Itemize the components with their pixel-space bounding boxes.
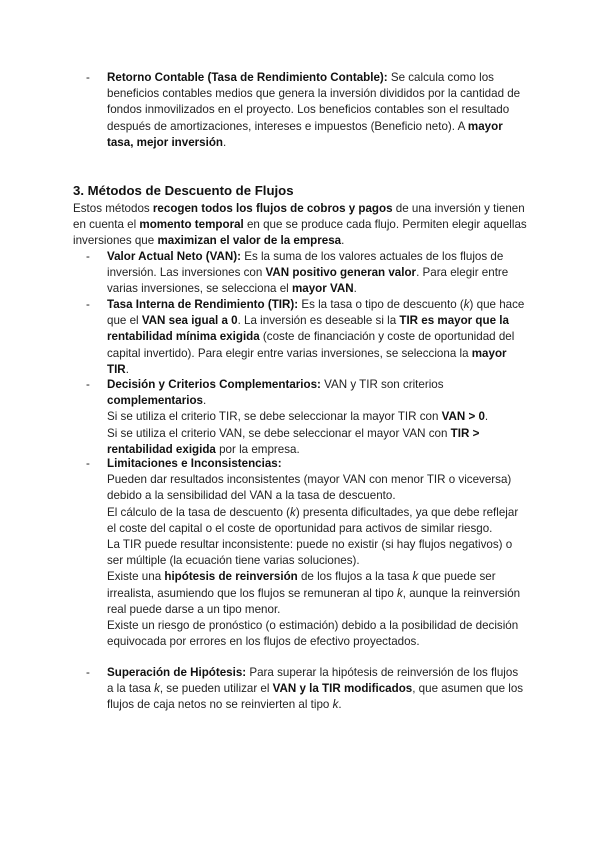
text: , se pueden utilizar el — [159, 682, 273, 696]
text: por la empresa. — [215, 442, 300, 456]
text: Si se utiliza el criterio VAN, se debe seleccionar el mayor VAN con — [107, 426, 451, 440]
italic-text: k — [154, 682, 160, 696]
bold-text: VAN positivo generan valor — [265, 266, 417, 280]
paragraph: Existe un riesgo de pronóstico (o estimación) debido a la posibilidad de decisión equivocada por errores en los flujos de efectivo proyectados. — [107, 619, 519, 649]
bold-text: TIR > rentabilidad exigida — [107, 426, 480, 456]
text: que puede ser irrealista, asumiendo que los flujos se remuneran al tipo — [107, 570, 496, 600]
bold-text: VAN y la TIR modificados — [272, 682, 413, 696]
italic-text: k — [290, 505, 296, 519]
text: Para superar la hipótesis de reinversión de los flujos a la tasa — [107, 666, 519, 696]
paragraph: La TIR puede resultar inconsistente: puede no existir (si hay flujos negativos) o ser múltiple (la ecuación tiene varias soluciones). — [107, 538, 513, 568]
bold-text: mayor VAN — [291, 282, 354, 296]
term-decision: Decisión y Criterios Complementarios: — [107, 378, 321, 391]
term-limitaciones: Limitaciones e Inconsistencias: — [107, 457, 282, 470]
bold-text: complementarios — [107, 394, 203, 408]
bullet-dash: - — [86, 298, 90, 311]
section-intro — [73, 201, 528, 250]
text: . — [203, 394, 207, 408]
term-van: Valor Actual Neto (VAN): — [107, 250, 241, 263]
text: . — [125, 362, 129, 376]
text: de los flujos a la tasa — [297, 570, 413, 584]
list-item-superacion — [86, 665, 526, 714]
term-superacion: Superación de Hipótesis: — [107, 666, 247, 679]
text: . La inversión es deseable si la — [237, 314, 400, 328]
term-retorno-contable: Retorno Contable (Tasa de Rendimiento Contable): — [107, 71, 388, 84]
bullet-dash: - — [86, 71, 90, 84]
bold-text: TIR es mayor que la rentabilidad mínima exigida — [107, 314, 509, 344]
bold-text: VAN > 0 — [441, 410, 485, 424]
text: . — [222, 135, 227, 149]
text: . Para elegir entre varias inversiones, se selecciona el — [107, 266, 509, 296]
italic-text: k — [397, 586, 403, 600]
bullet-dash: - — [86, 457, 90, 470]
text: . — [341, 234, 345, 248]
bold-text: recogen todos los flujos de cobros y pagos — [152, 202, 393, 215]
italic-text: k — [463, 298, 470, 311]
text: El cálculo de la tasa de descuento ( — [107, 505, 291, 519]
list-item-van — [86, 249, 526, 298]
text: . — [353, 282, 357, 296]
text: (coste de financiación y coste de oportunidad del capital invertido). Para elegir entre varias inversiones, se selecciona la — [107, 330, 515, 360]
text: ) que hace que el — [107, 298, 525, 328]
bold-text: mayor TIR — [107, 346, 507, 376]
text: Si se utiliza el criterio TIR, se debe seleccionar la mayor TIR con — [107, 410, 442, 424]
text: de una inversión y tienen en cuenta el — [73, 202, 525, 232]
text: Existe una — [107, 570, 165, 584]
list-item-tir — [86, 297, 526, 378]
paragraph: Pueden dar resultados inconsistentes (mayor VAN con menor TIR o viceversa) debido a la sensibilidad del VAN a la tasa de descuento. — [107, 473, 512, 503]
bullet-dash: - — [86, 250, 90, 263]
list-item-decision — [86, 377, 526, 458]
text: Estos métodos — [73, 202, 153, 215]
bullet-dash: - — [86, 666, 90, 679]
bold-text: hipótesis de reinversión — [164, 570, 298, 584]
bold-text: momento temporal — [139, 218, 244, 232]
bold-text: mayor tasa, mejor inversión — [107, 119, 503, 149]
term-tir: Tasa Interna de Rendimiento (TIR): — [107, 298, 299, 311]
text: Es la tasa o tipo de descuento ( — [298, 298, 464, 311]
italic-text: k — [412, 570, 419, 584]
text: . — [484, 410, 489, 424]
bold-text: VAN sea igual a 0 — [141, 314, 238, 328]
text: Se calcula como los beneficios contables medios que genera la inversión divididos por la cantidad de fondos inmovilizados en el proyecto. Los beneficios contables son el resultado después de amortizaciones, intereses e impuestos (Beneficio neto). A — [107, 71, 521, 133]
text: VAN y TIR son criterios — [320, 378, 444, 391]
bold-text: maximizan el valor de la empresa — [157, 234, 342, 248]
text: en que se produce cada flujo. Permiten elegir aquellas inversiones que — [73, 218, 527, 248]
italic-text: k — [332, 698, 339, 712]
text: ) presenta dificultades, ya que debe reflejar el coste del capital o el coste de oportunidad para activos de similar riesgo. — [107, 505, 519, 535]
text: . — [338, 698, 342, 712]
list-item-retorno-contable — [86, 70, 526, 151]
text: , aunque la reinversión real puede darse a un tipo menor. — [107, 586, 521, 616]
text: Es la suma de los valores actuales de los flujos de inversión. Las inversiones con — [107, 250, 504, 280]
section-heading: 3. Métodos de Descuento de Flujos — [73, 183, 294, 198]
list-item-limitaciones — [86, 456, 526, 650]
bullet-dash: - — [86, 378, 90, 391]
text: , que asumen que los flujos de caja netos no se reinvierten al tipo — [107, 682, 524, 712]
